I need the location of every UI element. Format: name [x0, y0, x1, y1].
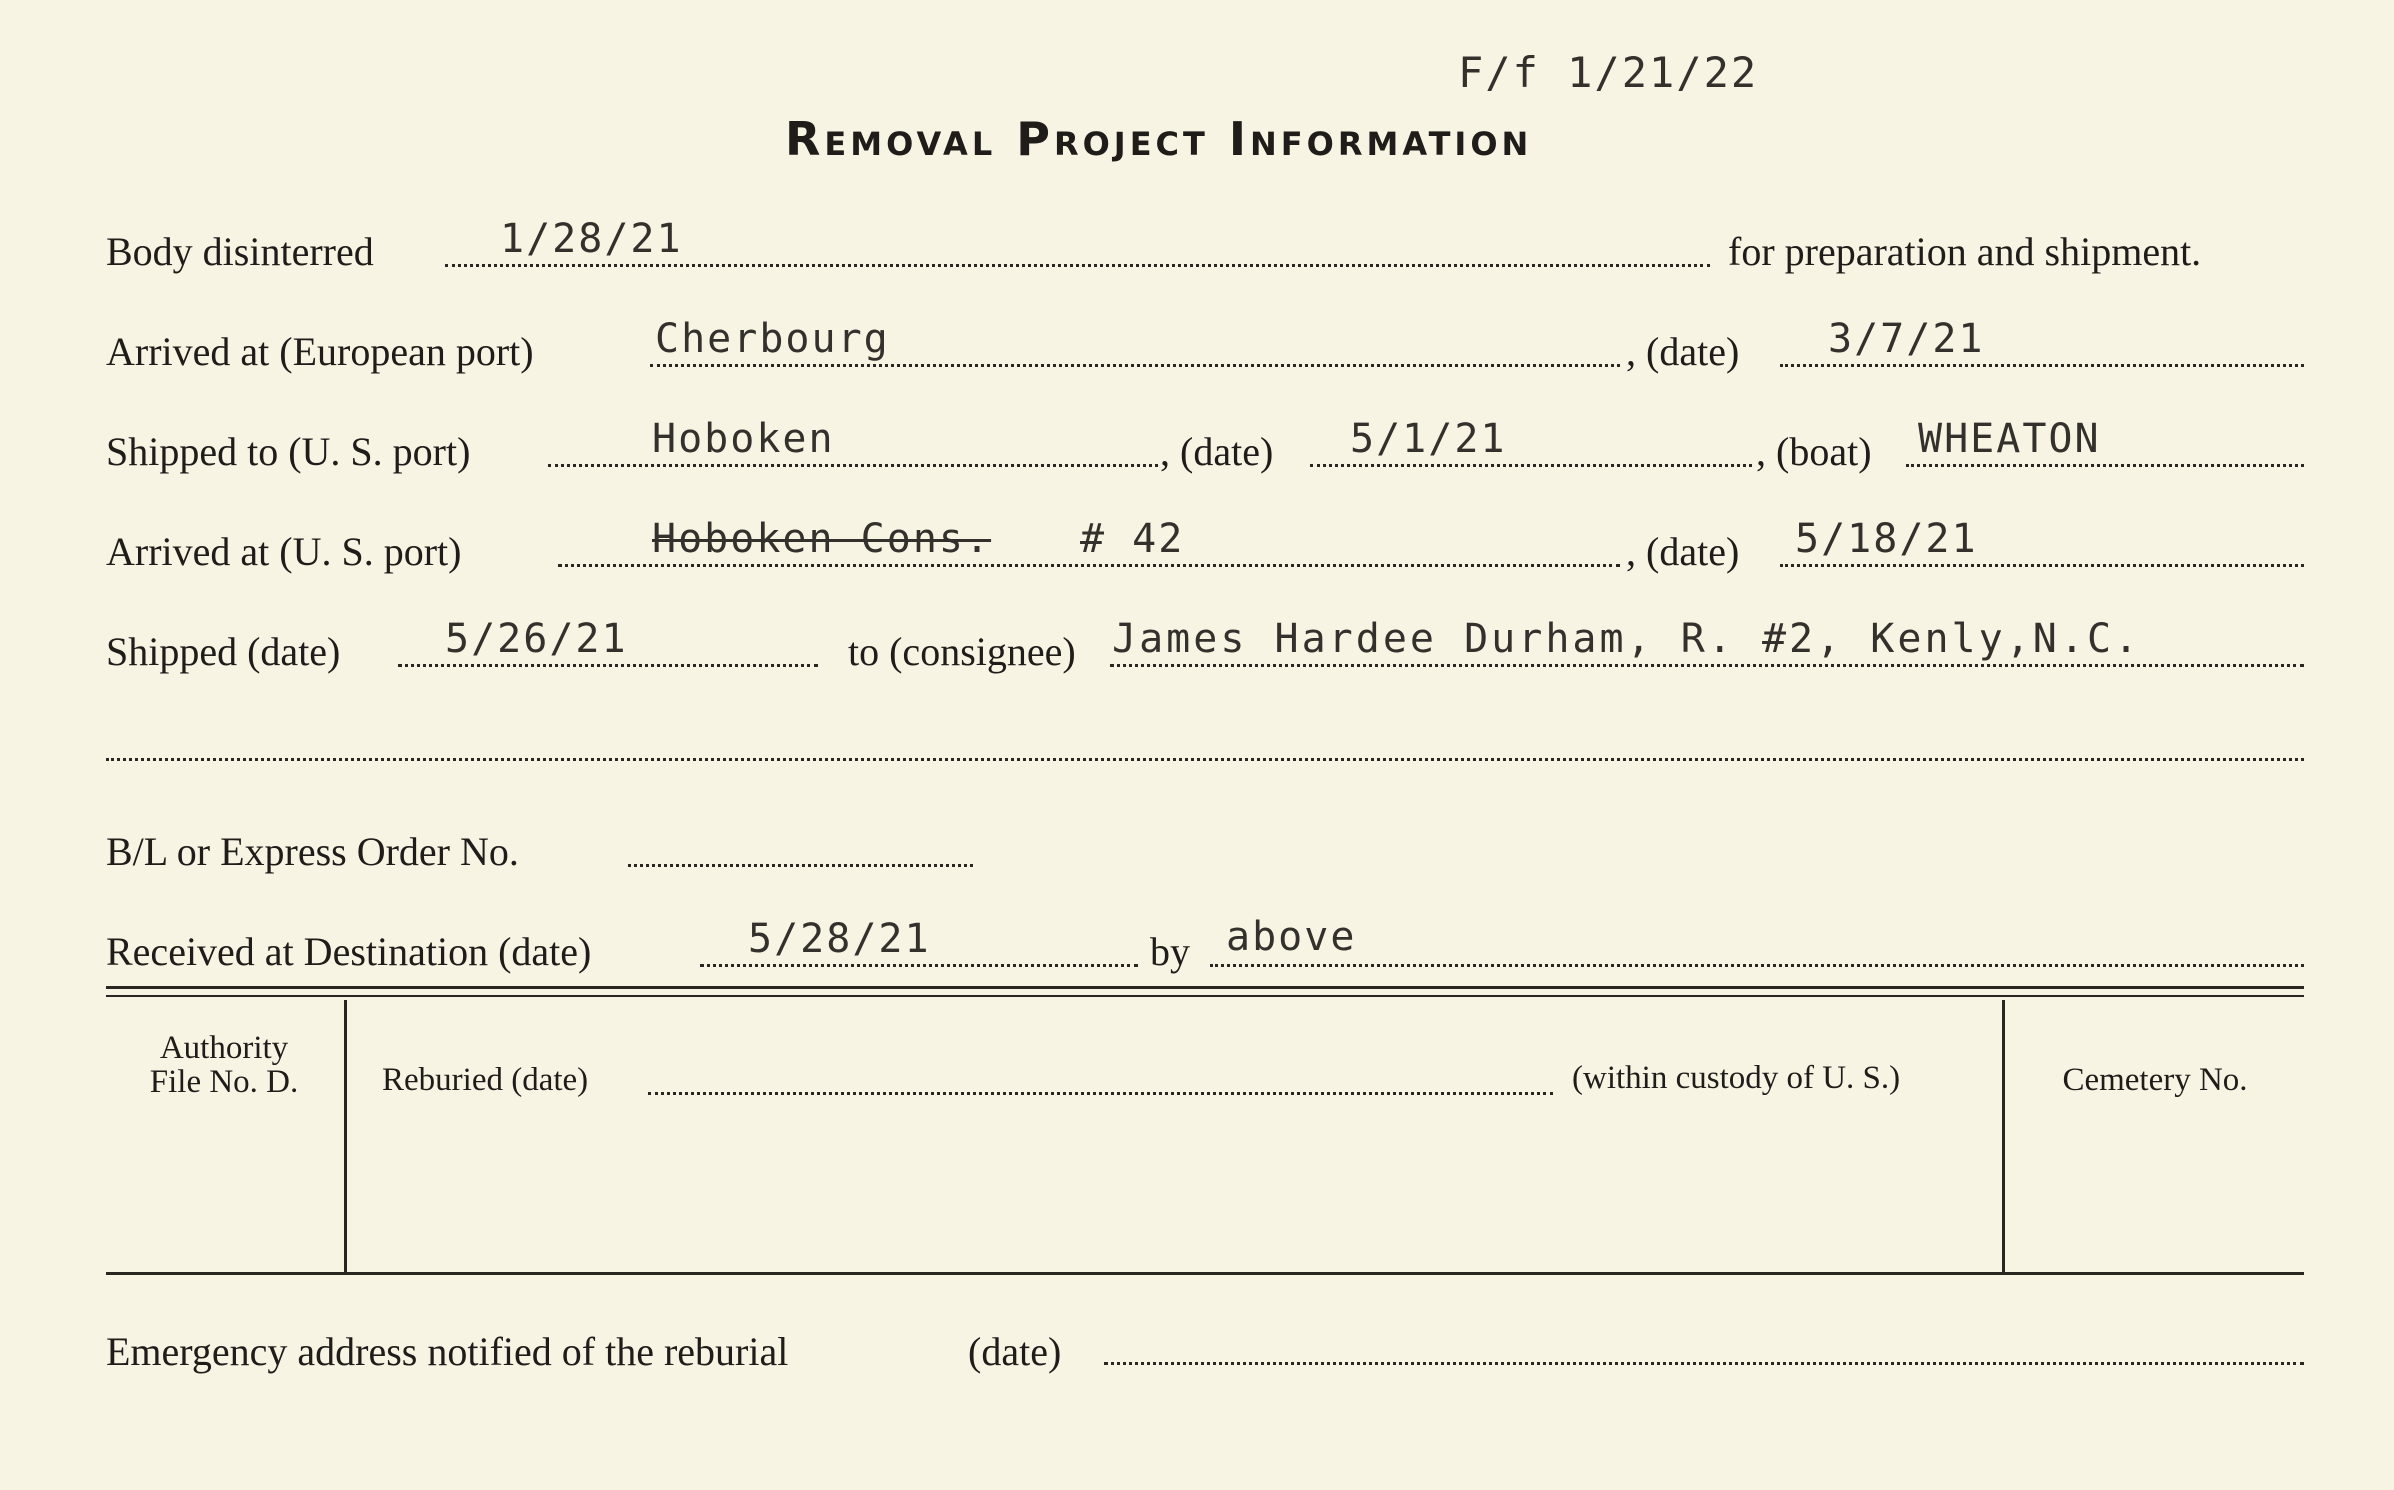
european-date-label: , (date)	[1626, 329, 1740, 374]
consignee-label: to (consignee)	[848, 629, 1076, 674]
consignee-line	[1110, 664, 2304, 667]
european-port-line	[650, 364, 1620, 367]
us-arrival-port-struck[interactable]: Hoboken Cons.	[652, 516, 992, 562]
received-by-value[interactable]: above	[1226, 914, 1357, 960]
table-top-rule-1	[106, 986, 2304, 989]
us-arrival-port-number[interactable]: # 42	[1080, 516, 1185, 562]
us-arrival-label: Arrived at (U. S. port)	[106, 529, 462, 574]
shipped-us-boat-value[interactable]: WHEATON	[1918, 416, 2101, 462]
us-arrival-date-value[interactable]: 5/18/21	[1795, 516, 1978, 562]
disinterred-suffix: for preparation and shipment.	[1728, 229, 2202, 274]
cemetery-label: Cemetery No.	[2062, 1062, 2248, 1098]
european-port-value[interactable]: Cherbourg	[655, 316, 890, 362]
authority-label-line1: Authority	[159, 1030, 289, 1066]
us-arrival-port-line	[558, 564, 1620, 567]
shipped-us-port-line	[548, 464, 1158, 467]
custody-label: (within custody of U. S.)	[1572, 1060, 1901, 1096]
shipped-us-date-label: , (date)	[1160, 429, 1274, 474]
shipped-consignee-label: Shipped (date)	[106, 629, 341, 674]
disinterred-value[interactable]: 1/28/21	[500, 216, 683, 262]
table-bottom-rule	[106, 1272, 2304, 1275]
european-date-value[interactable]: 3/7/21	[1828, 316, 1985, 362]
corner-note: F/f 1/21/22	[1458, 48, 1759, 97]
consignee-continuation-line	[106, 758, 2304, 761]
shipped-us-port-value[interactable]: Hoboken	[652, 416, 835, 462]
received-by-line	[1210, 964, 2304, 967]
emergency-date-line	[1104, 1362, 2304, 1365]
shipped-us-label: Shipped to (U. S. port)	[106, 429, 471, 474]
european-arrival-label: Arrived at (European port)	[106, 329, 534, 374]
card-title: Removal Project Information	[785, 112, 1533, 166]
table-divider-left	[344, 1000, 347, 1272]
us-arrival-date-label: , (date)	[1626, 529, 1740, 574]
shipped-us-boat-line	[1906, 464, 2304, 467]
bl-order-label: B/L or Express Order No.	[106, 829, 519, 874]
european-date-line	[1780, 364, 2304, 367]
authority-label-line2: File No. D.	[149, 1064, 299, 1100]
disinterred-line	[445, 264, 1710, 267]
shipped-us-date-value[interactable]: 5/1/21	[1350, 416, 1507, 462]
received-label: Received at Destination (date)	[106, 929, 592, 974]
shipped-us-date-line	[1310, 464, 1752, 467]
emergency-date-label: (date)	[968, 1329, 1062, 1374]
reburied-label: Reburied (date)	[382, 1062, 589, 1098]
bl-order-line	[628, 864, 973, 867]
table-divider-right	[2002, 1000, 2005, 1272]
emergency-label: Emergency address notified of the reburial	[106, 1329, 789, 1374]
received-by-label: by	[1150, 929, 1190, 974]
table-top-rule-2	[106, 995, 2304, 997]
disinterred-label: Body disinterred	[106, 229, 374, 274]
us-arrival-date-line	[1780, 564, 2304, 567]
shipped-us-boat-label: , (boat)	[1756, 429, 1872, 474]
reburied-line	[648, 1092, 1553, 1095]
consignee-value[interactable]: James Hardee Durham, R. #2, Kenly,N.C.	[1112, 616, 2142, 662]
received-date-value[interactable]: 5/28/21	[748, 916, 931, 962]
received-date-line	[700, 964, 1138, 967]
shipped-date-line	[398, 664, 818, 667]
shipped-date-value[interactable]: 5/26/21	[445, 616, 628, 662]
